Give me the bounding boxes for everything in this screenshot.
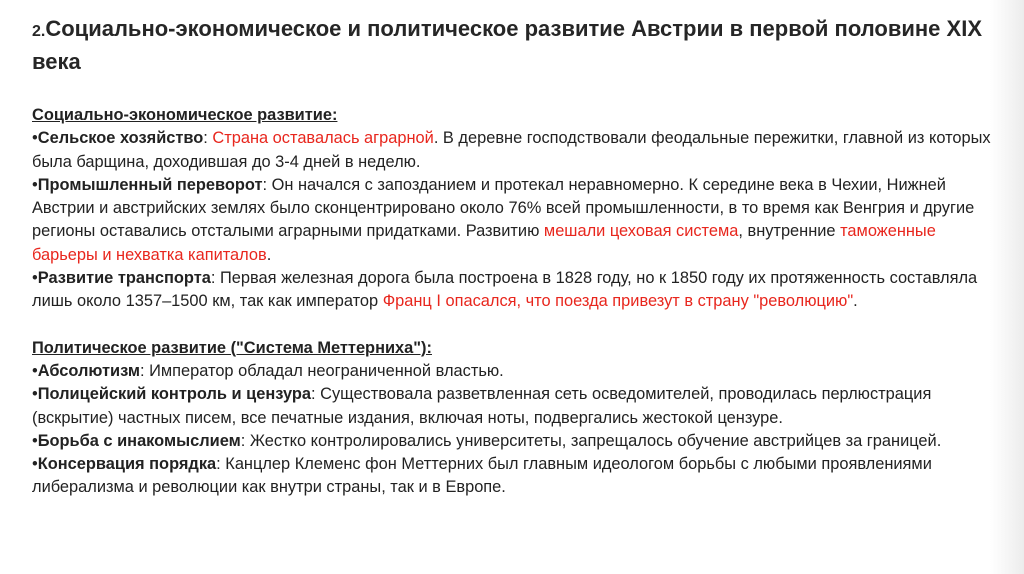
bullet-text: Император обладал неограниченной властью. <box>149 361 504 380</box>
bullet-text: , внутренние <box>738 222 841 241</box>
bullet-text: Он начался с запозданием и протекал неравномерно. К середине века в Чехии, Нижней Австрии и австрийских землях было сконцентрировано около 76% всей промышленности, в то время как Венгрия и другие регионы оставались отсталыми аграрными придатками. Развитию <box>32 175 975 241</box>
bullet-separator: : <box>240 431 250 450</box>
bullet-separator: : <box>139 361 150 380</box>
bullet-marker: • <box>32 361 38 380</box>
socio-economic-heading: Социально-экономическое развитие: <box>32 106 338 124</box>
bullet-transport <box>32 267 992 314</box>
bullet-label: Консервация порядка <box>37 455 217 474</box>
bullet-marker: • <box>32 385 38 404</box>
bullet-separator: : <box>311 385 321 404</box>
highlight-text: мешали цеховая система <box>543 222 739 241</box>
bullet-text: . В деревне господствовали феодальные пережитки, главной из которых была барщина, доходившая до 3-4 дней в неделю. <box>32 129 991 171</box>
highlight-text: Страна оставалась аграрной <box>212 129 434 148</box>
slide-body <box>32 104 992 500</box>
bullet-text: . <box>853 292 858 311</box>
bullet-marker: • <box>32 431 38 450</box>
bullet-label: Промышленный переворот <box>37 175 263 194</box>
bullet-agriculture <box>32 127 992 174</box>
bullet-label: Абсолютизм <box>37 361 140 380</box>
bullet-label: Борьба с инакомыслием <box>37 431 241 450</box>
bullet-dissent <box>32 430 992 453</box>
slide-title <box>32 14 992 77</box>
bullet-label: Полицейский контроль и цензура <box>37 385 311 404</box>
bullet-text: . <box>266 245 272 264</box>
slide-title-number: 2. <box>32 23 46 40</box>
bullet-separator: : <box>203 129 213 148</box>
bullet-marker: • <box>32 129 38 148</box>
highlight-text: Франц I опасался, что поезда привезут в страну "революцию" <box>382 292 854 311</box>
bullet-label: Сельское хозяйство <box>37 129 204 148</box>
bullet-text: Канцлер Клеменс фон Меттерних был главным идеологом борьбы с любыми проявлениями либерализма и революции как внутри страны, так и в Европе. <box>32 455 932 497</box>
bullet-marker: • <box>32 269 38 288</box>
bullet-text: Существовала разветвленная сеть осведомителей, проводилась перлюстрация (вскрытие) частных писем, все печатные издания, включая ноты, подвергались жестокой цензуре. <box>32 385 932 427</box>
bullet-absolutism <box>32 360 992 383</box>
bullet-separator: : <box>210 269 220 288</box>
bullet-separator: : <box>262 175 272 194</box>
bullet-separator: : <box>216 455 226 474</box>
bullet-label: Развитие транспорта <box>37 269 211 288</box>
bullet-text: Первая железная дорога была построена в 1828 году, но к 1850 году их протяженность составляла лишь около 1357–1500 км, так как император <box>32 269 978 311</box>
slide-title-text: Социально-экономическое и политическое развитие Австрии в первой половине XIX века <box>32 16 982 74</box>
bullet-text: Жестко контролировались университеты, запрещалось обучение австрийцев за границей. <box>249 431 942 450</box>
bullet-marker: • <box>32 175 38 194</box>
slide-side-rail <box>990 0 1024 574</box>
bullet-industrial-revolution <box>32 174 992 267</box>
section-spacer <box>32 314 992 337</box>
highlight-text: таможенные барьеры и нехватка капиталов <box>32 222 936 264</box>
bullet-police-censorship <box>32 383 992 430</box>
political-heading: Политическое развитие ("Система Меттерниха"): <box>32 338 432 357</box>
bullet-marker: • <box>32 455 38 474</box>
bullet-order-conservation <box>32 453 992 500</box>
